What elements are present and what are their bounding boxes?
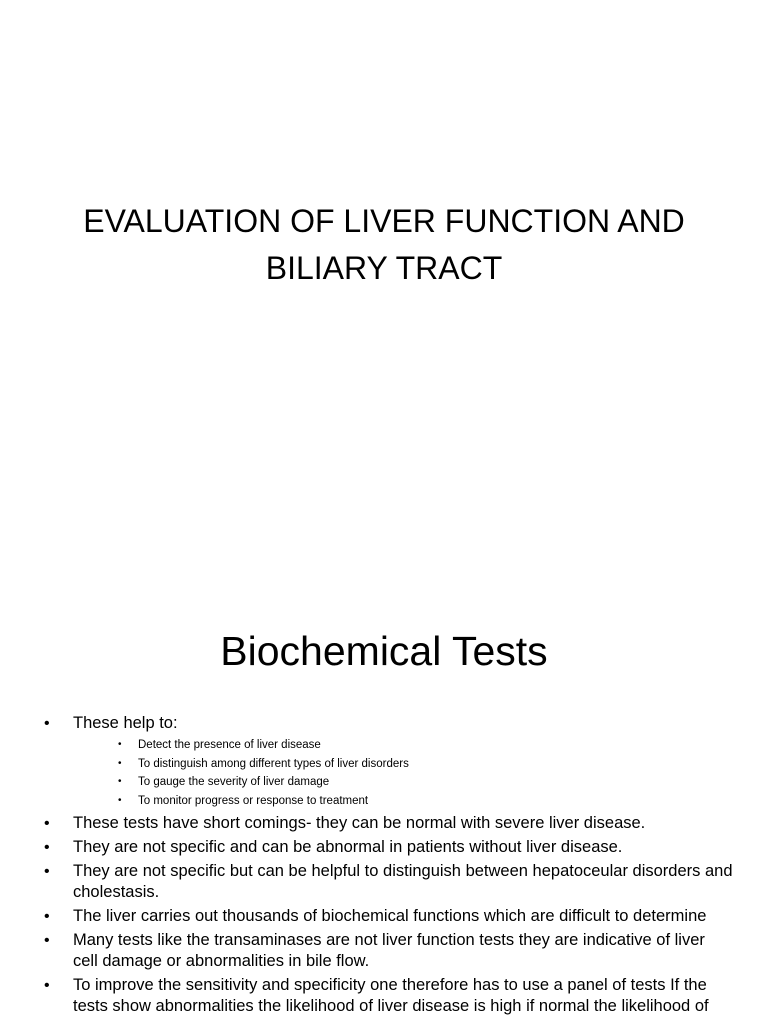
bullet-icon: • — [44, 815, 50, 832]
bullet-list — [44, 713, 734, 1020]
list-item-text: Many tests like the transaminases are not liver function tests they are indicative of liver cell damage or abnormalities in bile flow. — [73, 931, 705, 970]
sub-bullet-list — [73, 736, 734, 810]
bullet-icon: • — [44, 977, 50, 994]
list-item — [44, 975, 734, 1017]
list-item-text: To improve the sensitivity and specificity one therefore has to use a panel of tests If the tests show abnormalities the likelihood of liver disease is high if normal the likelihood of — [73, 976, 709, 1015]
content-slide — [0, 576, 768, 1024]
bullet-icon: • — [44, 908, 50, 925]
sub-list-item-text: To monitor progress or response to treatment — [138, 794, 369, 807]
bullet-icon: • — [44, 863, 50, 880]
sub-list-item-text: To distinguish among different types of liver disorders — [138, 757, 409, 770]
list-item — [44, 813, 734, 834]
list-item — [44, 930, 734, 972]
list-item-text: These help to: — [73, 714, 178, 732]
list-item-text: They are not specific and can be abnormal in patients without liver disease. — [73, 838, 623, 856]
list-item-text: The liver carries out thousands of biochemical functions which are difficult to determine — [73, 907, 707, 925]
list-item-text: They are not specific but can be helpful to distinguish between hepatoceular disorders and cholestasis. — [73, 862, 733, 901]
sub-bullet-icon: • — [118, 757, 122, 769]
sub-list-item-text: Detect the presence of liver disease — [138, 739, 321, 751]
bullet-icon: • — [44, 715, 50, 732]
slide-heading: Biochemical Tests — [220, 628, 548, 674]
list-item — [44, 861, 734, 903]
sub-list-item — [118, 773, 734, 792]
sub-bullet-icon: • — [118, 776, 122, 787]
bullet-icon: • — [44, 839, 50, 856]
list-item — [44, 906, 734, 927]
list-item — [44, 713, 734, 810]
sub-list-item — [118, 755, 734, 774]
bullet-icon: • — [44, 932, 50, 949]
sub-list-item — [118, 736, 734, 755]
list-item-text: These tests have short comings- they can be normal with severe liver disease. — [73, 814, 646, 832]
sub-list-item-text: To gauge the severity of liver damage — [138, 776, 330, 788]
sub-bullet-icon: • — [118, 739, 122, 750]
slide-title: EVALUATION OF LIVER FUNCTION AND BILIARY TRACT — [83, 203, 685, 286]
sub-bullet-icon: • — [118, 794, 122, 806]
list-item — [44, 837, 734, 858]
sub-list-item — [118, 792, 734, 811]
